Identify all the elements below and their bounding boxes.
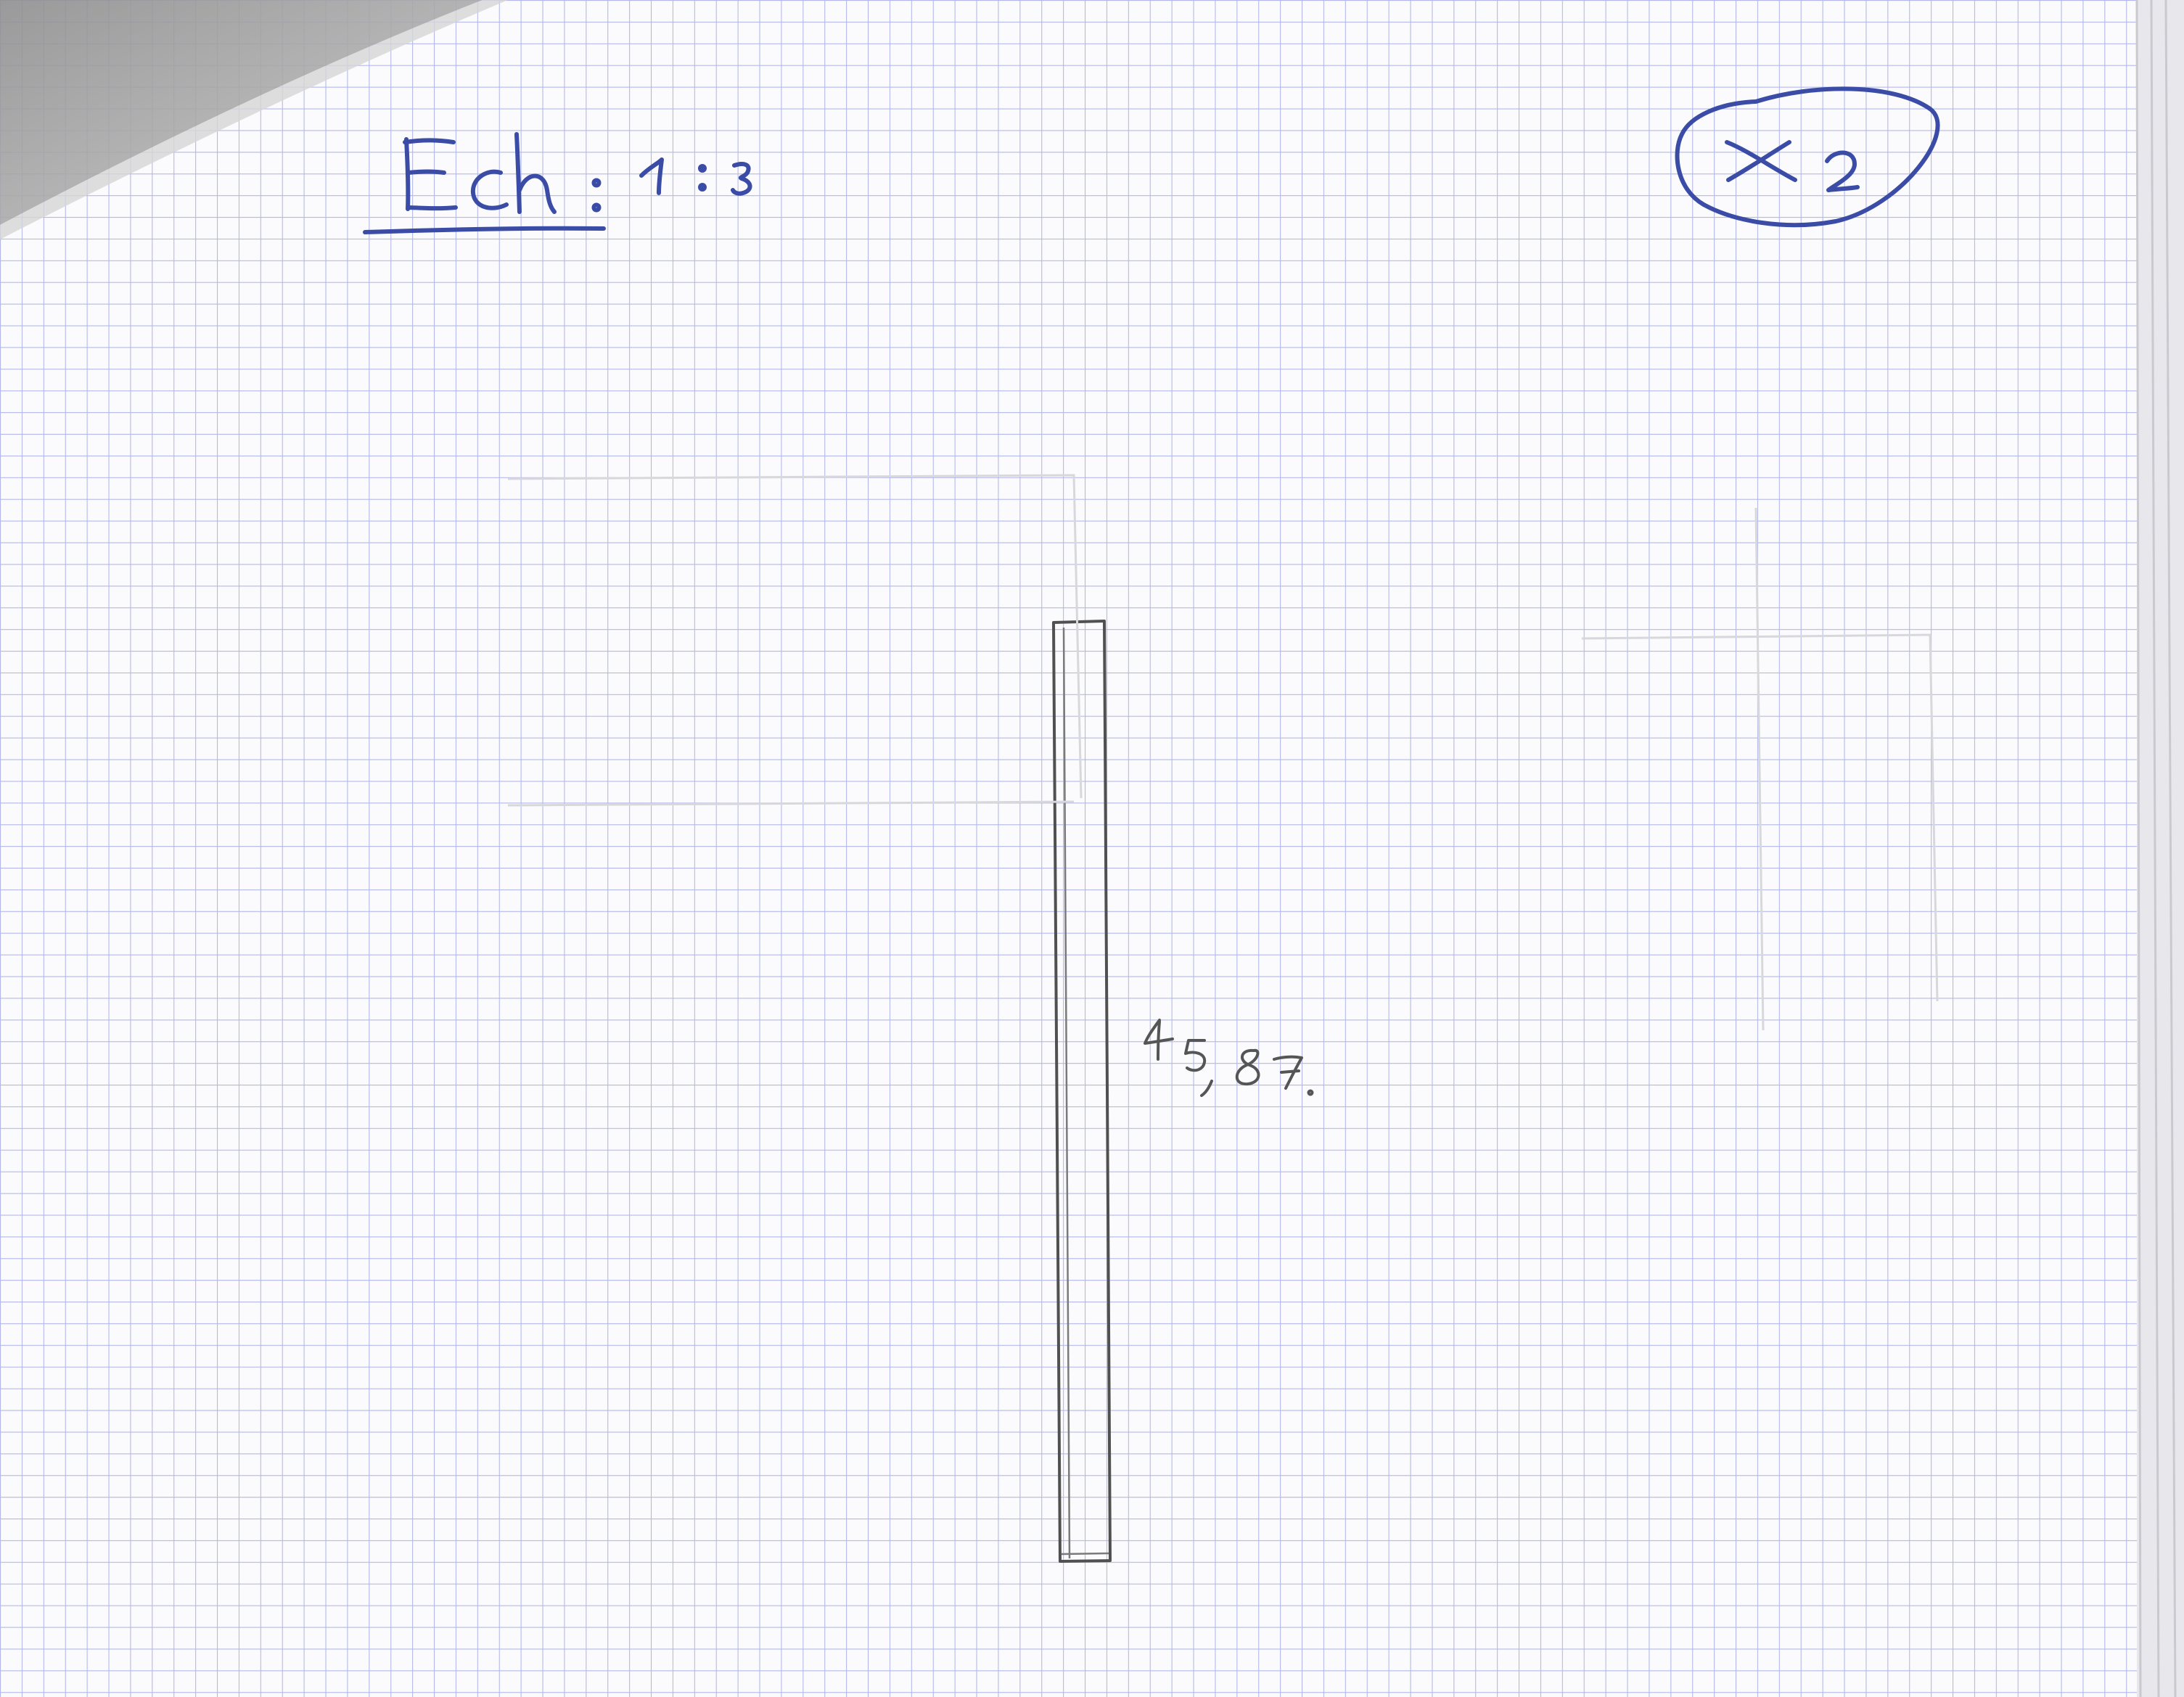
dimension-label-text: 45,87: [0, 0, 2, 1]
scale-note-text: 1:3: [0, 0, 1, 1]
